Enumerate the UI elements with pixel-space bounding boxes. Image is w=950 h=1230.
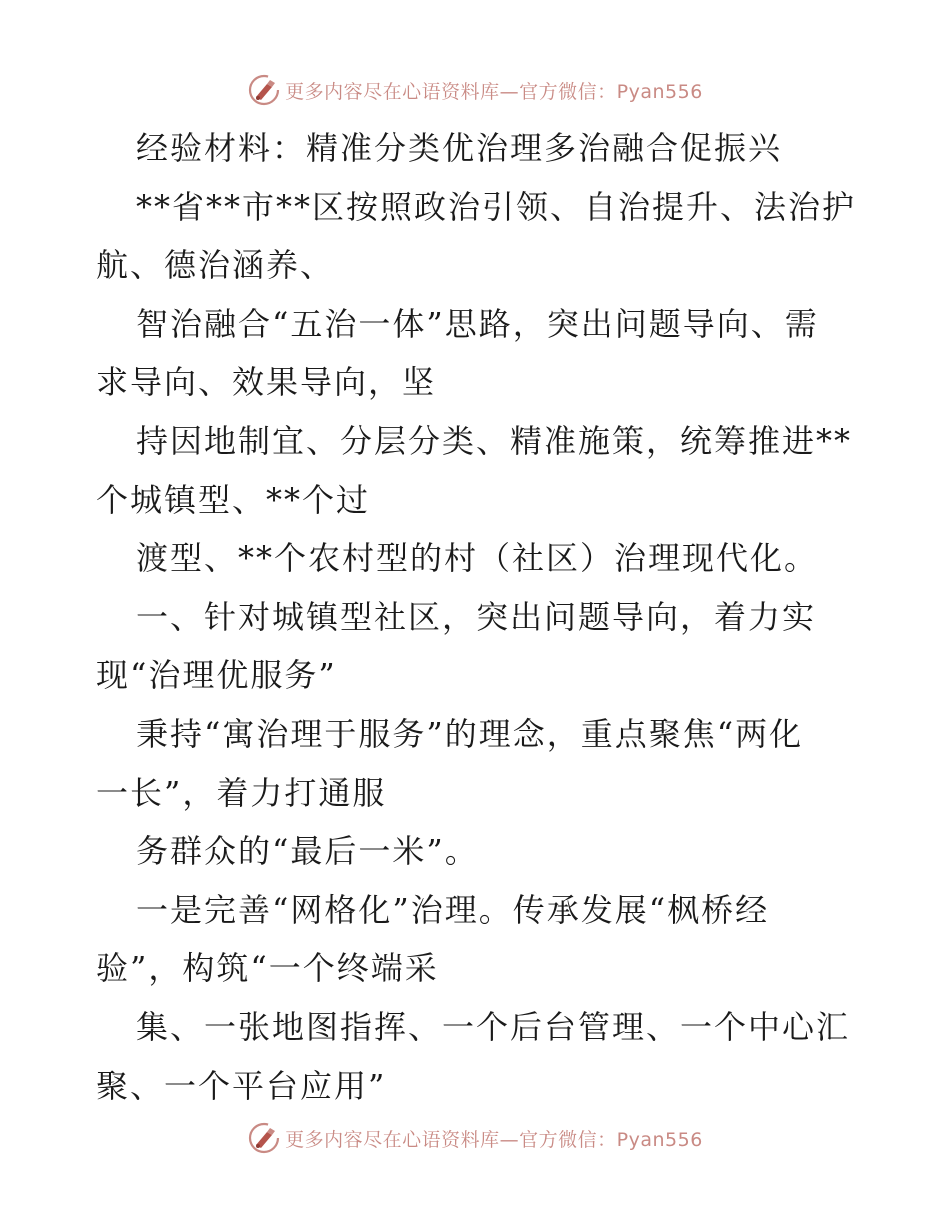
- paragraph-line: 聚、一个平台应用”: [96, 1066, 387, 1105]
- paragraph-line: 验”，构筑“一个终端采: [96, 949, 439, 988]
- paragraph-line: 智治融合“五治一体”思路，突出问题导向、需: [136, 304, 819, 343]
- brand-logo-icon: [247, 1121, 281, 1155]
- watermark-header: [0, 70, 950, 110]
- watermark-footer: [0, 1118, 950, 1158]
- paragraph-line: 秉持“寓治理于服务”的理念，重点聚焦“两化: [136, 714, 804, 753]
- paragraph-line: 经验材料：精准分类优治理多治融合促振兴: [136, 129, 783, 167]
- paragraph-line: 渡型、**个农村型的村（社区）治理现代化。: [136, 539, 819, 578]
- paragraph-line: 一、针对城镇型社区，突出问题导向，着力实: [136, 597, 817, 636]
- brand-logo-icon: [247, 73, 281, 107]
- paragraph-line: 务群众的“最后一米”。: [136, 832, 479, 871]
- paragraph-line: 个城镇型、**个过: [96, 480, 371, 519]
- paragraph-line: 一是完善“网格化”治理。传承发展“枫桥经: [136, 890, 770, 929]
- watermark-text: 更多内容尽在心语资料库—官方微信：Pyan556: [285, 1128, 703, 1151]
- paragraph-line: 现“治理优服务”: [96, 656, 337, 695]
- watermark-text: 更多内容尽在心语资料库—官方微信：Pyan556: [285, 80, 703, 103]
- paragraph-line: 求导向、效果导向，坚: [96, 363, 437, 402]
- paragraph-line: 航、德治涵养、: [96, 246, 335, 285]
- paragraph-line: **省**市**区按照政治引领、自治提升、法治护: [136, 187, 856, 226]
- paragraph-line: 集、一张地图指挥、一个后台管理、一个中心汇: [136, 1007, 851, 1046]
- document-body: [96, 119, 856, 1115]
- paragraph-line: 一长”，着力打通服: [96, 773, 387, 812]
- paragraph-line: 持因地制宜、分层分类、精准施策，统筹推进**: [136, 421, 853, 460]
